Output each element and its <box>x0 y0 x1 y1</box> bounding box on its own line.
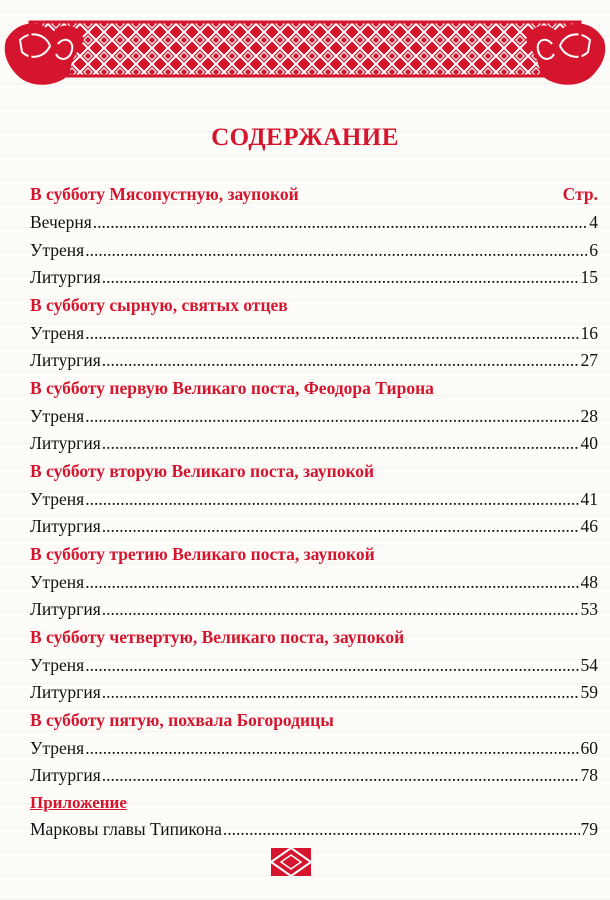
toc-item-title: В субботу четвертую, Великаго поста, заупокой <box>30 626 405 647</box>
toc-leader-dots <box>102 350 580 371</box>
toc-page-number: 79 <box>580 818 598 839</box>
toc-item-title: В субботу сырную, святых отцев <box>30 294 288 315</box>
toc-entry <box>30 738 598 766</box>
toc-leader-dots <box>85 572 579 593</box>
toc-item-title: Литургия <box>30 433 101 453</box>
toc-leader-dots <box>223 819 580 840</box>
toc-page-number: 53 <box>580 599 598 619</box>
toc-item-title: Литургия <box>30 599 101 619</box>
toc-leader-dots <box>85 655 579 676</box>
toc-page-number: 40 <box>580 433 598 453</box>
toc-page-number: 59 <box>580 682 598 702</box>
toc-item-title: Утреня <box>30 571 85 592</box>
toc-item-title: Литургия <box>30 516 101 536</box>
toc-leader-dots <box>102 433 580 454</box>
toc-item-title: В субботу вторую Великаго поста, заупокой <box>30 460 375 481</box>
toc-entry <box>30 599 598 627</box>
toc-entry <box>30 240 598 268</box>
toc-page-number: 54 <box>580 654 598 675</box>
toc-entry <box>30 572 598 600</box>
toc-section-heading <box>30 184 598 212</box>
toc-page-number: 46 <box>580 516 598 536</box>
toc-item-title: Литургия <box>30 267 101 287</box>
toc-entry <box>30 350 598 378</box>
toc-item-title: Приложение <box>30 792 127 812</box>
toc-item-title: Марковы главы Типикона <box>30 818 222 839</box>
toc-item-title: В субботу третию Великаго поста, заупокой <box>30 543 375 564</box>
toc-entry <box>30 212 598 240</box>
toc-section-heading <box>30 378 598 406</box>
toc-entry <box>30 516 598 544</box>
toc-leader-dots <box>85 323 579 344</box>
toc-entry <box>30 267 598 295</box>
toc-entry <box>30 489 598 517</box>
toc-page-number: 16 <box>580 322 598 343</box>
toc-item-title: Литургия <box>30 350 101 370</box>
toc-item-title: Утреня <box>30 405 85 426</box>
toc-page-number: 6 <box>589 239 598 260</box>
toc-item-title: Утреня <box>30 737 85 758</box>
toc-leader-dots <box>102 516 580 537</box>
toc-entry <box>30 323 598 351</box>
toc-item-title: Литургия <box>30 765 101 785</box>
toc-page-number: 15 <box>580 267 598 287</box>
toc-section-heading <box>30 710 598 738</box>
toc-item-title: Литургия <box>30 682 101 702</box>
toc-item-title: В субботу первую Великаго поста, Феодора Тирона <box>30 377 434 398</box>
toc-page-number: 27 <box>580 350 598 370</box>
toc-entry <box>30 406 598 434</box>
toc-item-title: В субботу Мясопустную, заупокой <box>30 184 299 204</box>
toc-page-number: 78 <box>580 765 598 785</box>
toc-leader-dots <box>102 765 580 786</box>
toc-leader-dots <box>93 212 589 233</box>
toc-page-number: 28 <box>580 405 598 426</box>
toc-item-title: Утреня <box>30 322 85 343</box>
toc-entry <box>30 433 598 461</box>
toc-entry <box>30 655 598 683</box>
toc-page-number: 4 <box>589 212 598 232</box>
toc-appendix-heading <box>30 793 598 819</box>
toc-entry <box>30 765 598 793</box>
toc-section-heading <box>30 544 598 572</box>
toc-section-heading <box>30 295 598 323</box>
table-of-contents <box>30 184 598 846</box>
toc-page-number: 48 <box>580 571 598 592</box>
toc-item-title: Утреня <box>30 239 85 260</box>
header-ornament <box>0 0 610 100</box>
toc-item-title: В субботу пятую, похвала Богородицы <box>30 709 334 730</box>
page-title: СОДЕРЖАНИЕ <box>211 124 399 151</box>
toc-leader-dots <box>85 489 579 510</box>
toc-item-title: Утреня <box>30 488 85 509</box>
toc-leader-dots <box>102 599 580 620</box>
toc-page-number: 60 <box>580 737 598 758</box>
toc-page-number: 41 <box>580 488 598 509</box>
toc-page-number: Стр. <box>562 184 598 204</box>
toc-leader-dots <box>102 682 580 703</box>
toc-item-title: Утреня <box>30 654 85 675</box>
toc-leader-dots <box>102 267 580 288</box>
bottom-ornament <box>268 845 314 879</box>
toc-section-heading <box>30 627 598 655</box>
toc-section-heading <box>30 461 598 489</box>
toc-leader-dots <box>85 738 579 759</box>
toc-entry <box>30 819 598 847</box>
toc-leader-dots <box>85 406 579 427</box>
toc-item-title: Вечерня <box>30 212 92 232</box>
toc-leader-dots <box>85 240 588 261</box>
toc-entry <box>30 682 598 710</box>
